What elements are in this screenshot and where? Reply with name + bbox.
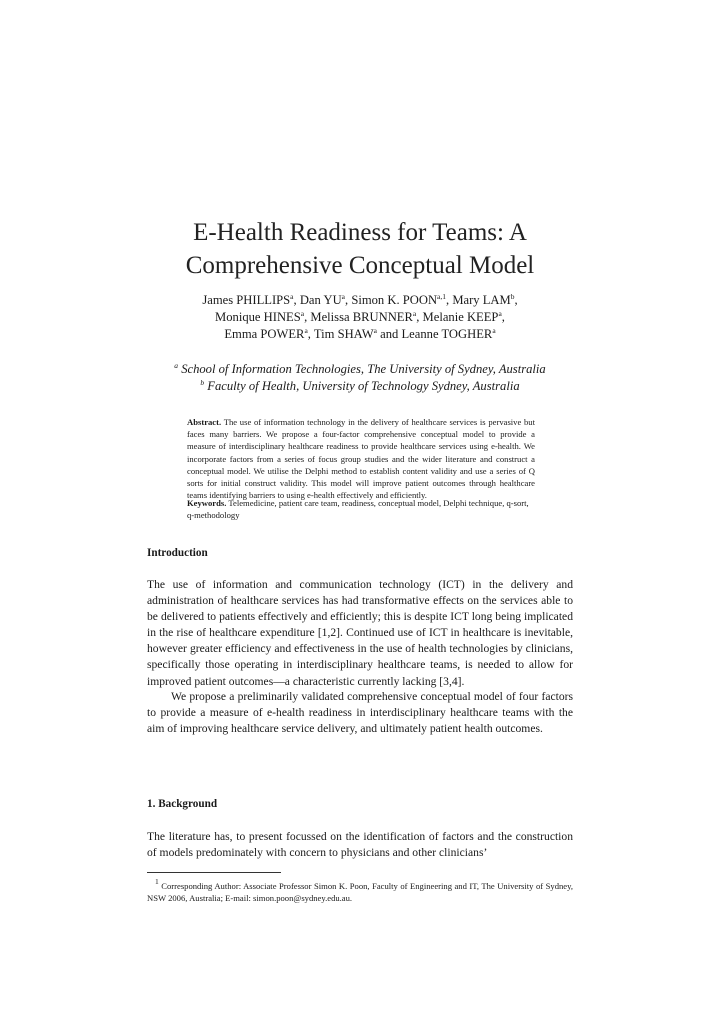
introduction-paragraph-2: We propose a preliminarily validated comprehensive conceptual model of four factors to provide a measure of e-health readiness in interdisciplinary healthcare teams with the aim of improving healthcare service delivery, and ultimately patient health outcomes. <box>147 690 573 736</box>
author-name: Simon K. POON <box>351 293 438 307</box>
author-name: Mary LAM <box>452 293 511 307</box>
author-name: Leanne TOGHER <box>401 327 493 341</box>
author-conjunction: and <box>380 327 399 341</box>
affiliation-b <box>0 378 720 395</box>
author-affil-mark: a <box>492 326 496 335</box>
title-line-2: Comprehensive Conceptual Model <box>185 252 535 279</box>
affiliation-mark: a <box>174 361 179 370</box>
author-affil-mark: a <box>412 309 417 318</box>
author-name: Tim SHAW <box>313 327 374 341</box>
footnote-mark: 1 <box>155 877 159 886</box>
author-line-2: Monique HINES$^a$, Melissa BRUNNER$^a$, Melanie KEEP$^a$, <box>215 309 505 324</box>
footnote <box>147 877 573 904</box>
affiliation-a <box>0 361 720 378</box>
author-name: Melanie KEEP <box>422 310 499 324</box>
author-name: Dan YU <box>299 293 342 307</box>
footnote-divider <box>147 872 281 873</box>
author-affil-mark: a <box>498 309 502 318</box>
section-heading-introduction: Introduction <box>147 547 208 559</box>
affiliation-text: Faculty of Health, University of Technology Sydney, Australia <box>207 379 520 393</box>
author-affil-mark: a <box>300 309 305 318</box>
abstract-label: Abstract. <box>187 417 222 427</box>
author-name: Emma POWER <box>224 327 305 341</box>
introduction-paragraph-1: The use of information and communication technology (ICT) in the delivery and administration of healthcare services has had transformative effects on the services able to be delivered to patients effectively and efficiently; this is despite ICT long being implicated in the rise of healthcare expenditure [1,2]. Continued use of ICT in healthcare is inevitable, however greater efficiency and effectiveness in the use of health technologies by clinicians, specifically those operating in interdisciplinary healthcare teams, is needed to allow for improved patient outcomes—a characteristic currently lacking [3,4]. <box>147 578 573 688</box>
abstract <box>187 416 535 501</box>
paper-title <box>0 216 720 282</box>
author-name: Monique HINES <box>215 310 301 324</box>
author-list <box>0 292 720 343</box>
background-paragraph-1: The literature has, to present focussed on the identification of factors and the construction of models predominately with concern to physicians and other clinicians’ <box>147 830 573 860</box>
author-affil-mark: a <box>341 292 346 301</box>
author-name: Melissa BRUNNER <box>310 310 413 324</box>
abstract-text: The use of information technology in the delivery of healthcare services is pervasive but faces many barriers. We propose a four-factor comprehensive conceptual model to provide a measure of interdisciplinary healthcare readiness to provide healthcare services using e-health. We incorporate factors from a series of focus group studies and the wider literature and construct a conceptual model. We utilise the Delphi method to establish content validity and use a series of Q sorts for initial construct validity. This model will improve patient outcomes through healthcare teams identifying barriers to using e-health effectively and efficiently. <box>187 417 535 501</box>
author-affil-mark: a <box>373 326 377 335</box>
author-affil-mark: a <box>304 326 308 335</box>
author-affil-mark: a <box>290 292 294 301</box>
author-affil-mark: a,1 <box>437 292 447 301</box>
footnote-text: Corresponding Author: Associate Professor Simon K. Poon, Faculty of Engineering and IT, The University of Sydney, NSW 2006, Australia; E-mail: simon.poon@sydney.edu.au. <box>147 881 573 904</box>
keywords <box>187 497 535 521</box>
author-line-1: James PHILLIPS$^a$, Dan $YU^a$, Simon K. POON$^{a,1}$, Mary LAM$^b$, <box>202 292 518 307</box>
author-line-3: Emma POWER$^a$, Tim SHAW$^a$ and Leanne TOGHER$^a$ <box>224 326 496 341</box>
affiliation-text: School of Information Technologies, The University of Sydney, Australia <box>181 362 546 376</box>
affiliation-list <box>0 361 720 395</box>
author-name: James PHILLIPS <box>202 293 291 307</box>
keywords-text: Telemedicine, patient care team, readiness, conceptual model, Delphi technique, q-sort, q-methodology <box>187 498 529 521</box>
section-heading-background: 1. Background <box>147 798 218 810</box>
affiliation-mark: b <box>200 378 205 387</box>
author-affil-mark: b <box>510 292 515 301</box>
title-line-1: E-Health Readiness for Teams: A <box>193 219 527 246</box>
keywords-label: Keywords. <box>187 498 227 508</box>
